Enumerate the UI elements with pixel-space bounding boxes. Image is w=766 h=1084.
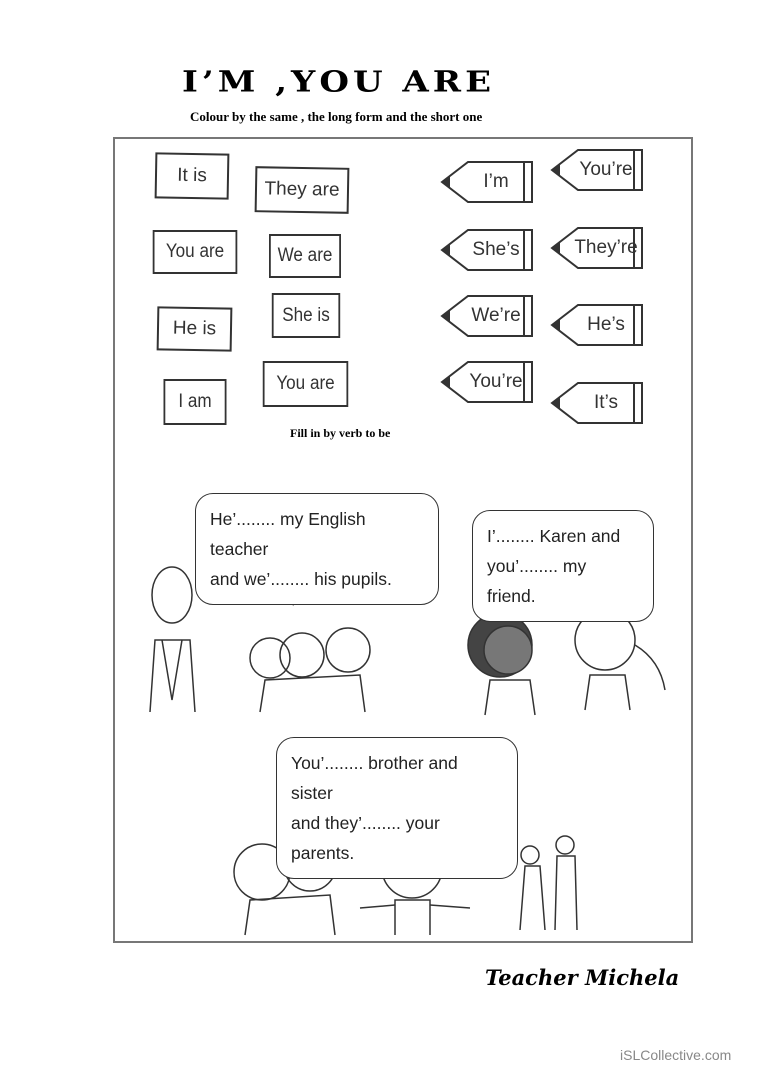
bubble-line: You’........ brother and sister [291,753,458,803]
long-form-card: It is [155,152,230,199]
short-form-label: She’s [472,239,520,260]
long-form-card: They are [255,166,350,214]
short-form-pencil [550,226,646,270]
short-form-pencil [440,360,536,404]
bubble-line: you’........ my friend. [487,556,587,606]
short-form-pencil [550,381,646,425]
short-form-label: It’s [594,392,618,413]
short-form-pencil [550,303,646,347]
long-form-card: He is [157,306,233,351]
bubble-line: He’........ my English teacher [210,509,366,559]
bubble-line: I’........ Karen and [487,526,621,546]
instruction: Fill in by verb to be [290,426,391,440]
short-form-label: He’s [587,314,625,335]
long-form-card: I am [164,379,227,425]
short-form-pencil [550,148,646,192]
short-form-label: We’re [471,305,521,326]
speech-bubble [276,737,518,879]
worksheet-title: I’M ,YOU ARE [182,65,495,99]
teacher-signature: Teacher Michela [485,965,680,990]
speech-bubble [195,493,439,605]
short-form-pencil [440,294,536,338]
short-form-label: You’re [579,159,633,180]
bubble-line: and we’........ his pupils. [210,569,392,589]
speech-bubble [472,510,654,622]
short-form-label: I’m [483,171,509,192]
short-form-pencil [440,228,536,272]
long-form-card: You are [153,230,238,274]
long-form-card: We are [269,234,341,278]
bubble-line: and they’........ your parents. [291,813,440,863]
short-form-label: They’re [574,237,638,258]
long-form-card: You are [263,361,349,407]
short-form-pencil [440,160,536,204]
watermark: iSLCollective.com [620,1047,732,1063]
long-form-card: She is [272,293,340,338]
short-form-label: You’re [469,371,523,392]
subtitle: Colour by the same , the long form and the short one [190,109,483,124]
